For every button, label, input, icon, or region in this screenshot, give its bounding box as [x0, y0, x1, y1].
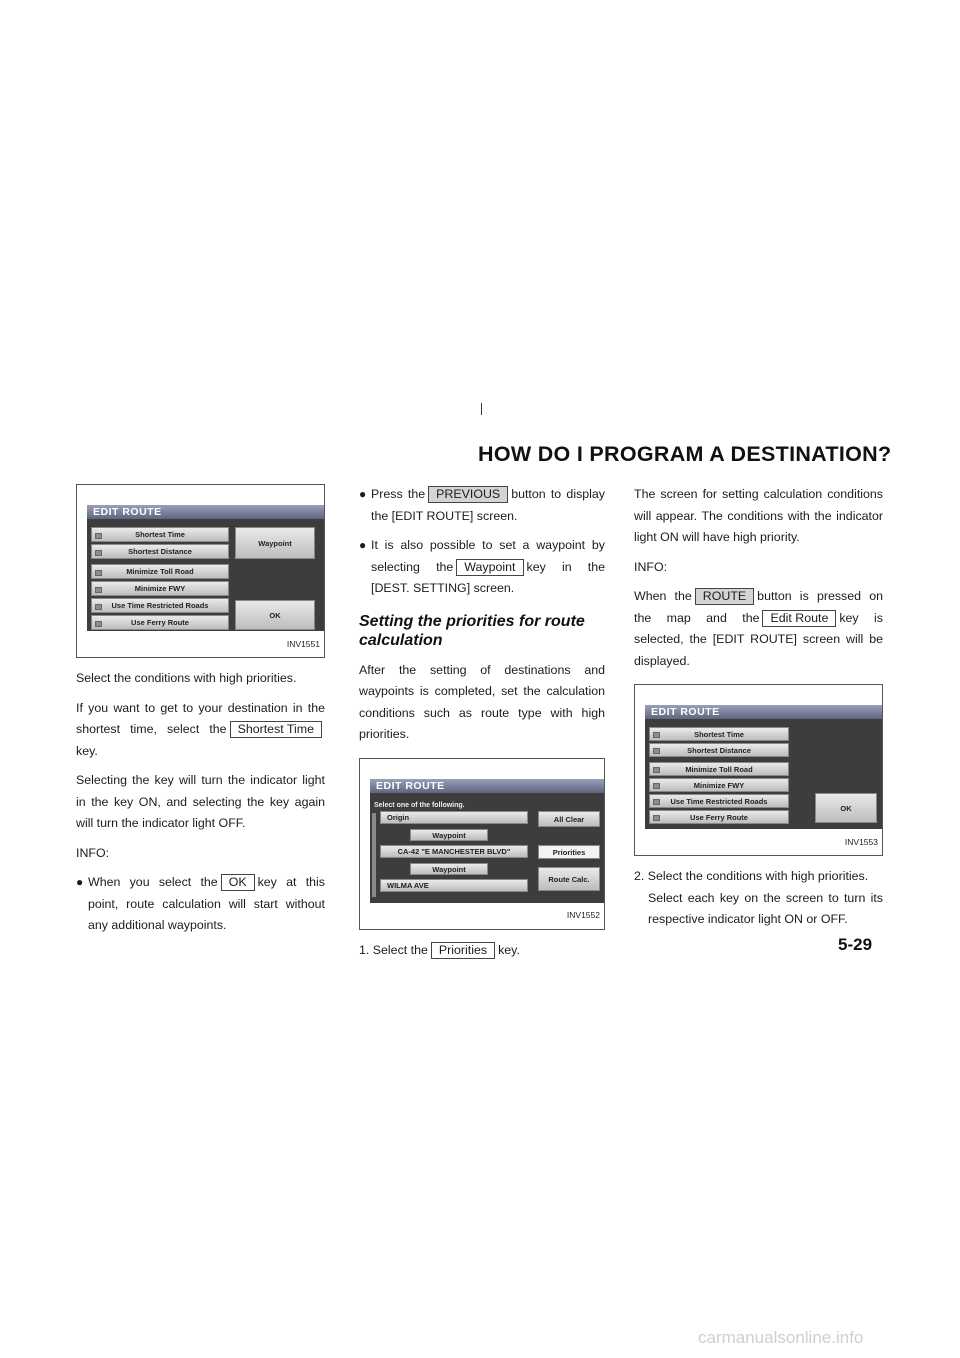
use-time-restricted-roads-key: Use Time Restricted Roads: [91, 598, 229, 613]
figure-code: INV1552: [566, 910, 600, 920]
bullet-icon: ●: [359, 487, 367, 501]
watermark: carmanualsonline.info: [698, 1328, 864, 1347]
edit-route-screen: [645, 705, 882, 829]
indicator-lamp: [95, 533, 102, 539]
paragraph: The screen for setting calculation conditions will appear. The conditions with the indicator light ON will have high priority.: [634, 487, 883, 544]
origin-entry: Origin: [380, 811, 528, 824]
indicator-lamp: [95, 550, 102, 556]
bullet-icon: ●: [76, 875, 84, 889]
paragraph: When the ROUTE button is pressed on the map and the Edit Route key is selected, the [EDIT ROUTE] screen will be displayed.: [634, 589, 883, 668]
bullet-icon: ●: [359, 538, 367, 552]
waypoint-key: Waypoint: [235, 527, 315, 559]
bullet-item: ● Press the PREVIOUS button to display the [EDIT ROUTE] screen.: [359, 484, 605, 527]
column-3: [634, 484, 883, 939]
waypoint-key-label: Waypoint: [456, 559, 523, 576]
ca42-entry: CA-42 "E MANCHESTER BLVD": [380, 845, 528, 858]
edit-route-screen: [370, 779, 604, 903]
section-title: HOW DO I PROGRAM A DESTINATION?: [478, 442, 892, 466]
figure-code: INV1551: [286, 638, 320, 649]
figure-inv1552: [359, 758, 605, 930]
step-2-detail: Select each key on the screen to turn its respective indicator light ON or OFF.: [648, 890, 883, 926]
previous-button-label: PREVIOUS: [428, 486, 508, 503]
scrollbar: [372, 813, 376, 897]
route-button-label: ROUTE: [695, 588, 754, 605]
indicator-lamp: [653, 783, 660, 789]
shortest-time-key-label: Shortest Time: [230, 721, 322, 738]
column-2: [359, 484, 605, 969]
paragraph: After the setting of destinations and waypoints is completed, set the calculation conditions such as route type with high priorities.: [359, 662, 605, 741]
indicator-lamp: [653, 799, 660, 805]
wilma-ave-entry: WILMA AVE: [380, 879, 528, 892]
screen-prompt: Select one of the following.: [374, 801, 465, 809]
minimize-fwy-key: Minimize FWY: [649, 778, 789, 792]
priorities-key: Priorities: [538, 845, 600, 859]
figure-inv1553: [634, 684, 883, 856]
info-label: INFO:: [634, 559, 668, 574]
margin-tick: [481, 403, 482, 415]
page-number: 5-29: [838, 935, 873, 954]
shortest-time-key: Shortest Time: [649, 727, 789, 741]
minimize-toll-road-key: Minimize Toll Road: [649, 762, 789, 776]
indicator-lamp: [653, 732, 660, 738]
screen-title-bar: EDIT ROUTE: [87, 505, 324, 519]
edit-route-key-label: Edit Route: [762, 610, 836, 627]
indicator-lamp: [95, 570, 102, 576]
minimize-toll-road-key: Minimize Toll Road: [91, 564, 229, 579]
paragraph: Select the conditions with high priorities.: [76, 671, 297, 685]
indicator-lamp: [95, 604, 102, 610]
bullet-item: ● It is also possible to set a waypoint by selecting the Waypoint key in the [DEST. SETTING] screen.: [359, 535, 605, 600]
waypoint-entry: Waypoint: [410, 829, 488, 841]
all-clear-key: All Clear: [538, 811, 600, 827]
indicator-lamp: [95, 587, 102, 593]
indicator-lamp: [653, 767, 660, 773]
column-1: [76, 484, 325, 945]
indicator-lamp: [95, 621, 102, 627]
paragraph: If you want to get to your destination in the shortest time, select the Shortest Timekey.: [76, 700, 325, 758]
edit-route-screen: [87, 505, 324, 631]
bullet-item: ● When you select the OK key at this point, route calculation will start without any additional waypoints.: [76, 872, 325, 937]
paragraph: Selecting the key will turn the indicator light in the key ON, and selecting the key again will turn the indicator light OFF.: [76, 773, 325, 830]
use-time-restricted-roads-key: Use Time Restricted Roads: [649, 794, 789, 808]
ok-key: OK: [235, 600, 315, 630]
step-2: 2. Select the conditions with high priorities.: [634, 869, 869, 883]
info-label: INFO:: [76, 845, 110, 860]
figure-inv1551: [76, 484, 325, 658]
waypoint-entry: Waypoint: [410, 863, 488, 875]
shortest-distance-key: Shortest Distance: [649, 743, 789, 757]
shortest-distance-key: Shortest Distance: [91, 544, 229, 559]
minimize-fwy-key: Minimize FWY: [91, 581, 229, 596]
ok-key-label: OK: [221, 874, 255, 891]
use-ferry-route-key: Use Ferry Route: [91, 615, 229, 630]
screen-title-bar: EDIT ROUTE: [370, 779, 604, 793]
indicator-lamp: [653, 748, 660, 754]
subheading: Setting the priorities for route calculation: [359, 612, 585, 649]
priorities-key-label: Priorities: [431, 942, 495, 959]
indicator-lamp: [653, 815, 660, 821]
screen-title-bar: EDIT ROUTE: [645, 705, 882, 719]
ok-key: OK: [815, 793, 877, 823]
figure-code: INV1553: [844, 836, 878, 847]
route-calc-key: Route Calc.: [538, 867, 600, 891]
step-1: 1. Select the Priorities key.: [359, 942, 520, 957]
shortest-time-key: Shortest Time: [91, 527, 229, 542]
use-ferry-route-key: Use Ferry Route: [649, 810, 789, 824]
